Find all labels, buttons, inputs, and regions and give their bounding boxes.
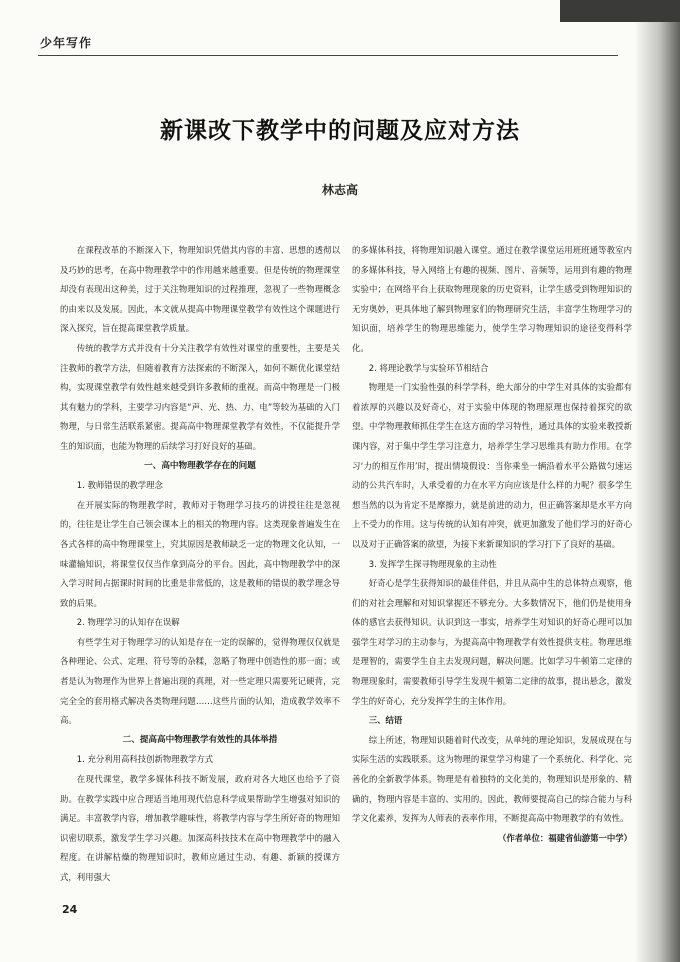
- header-divider: [38, 55, 618, 56]
- subsection-heading: 2. 物理学习的认知存在误解: [76, 617, 180, 628]
- paragraph: 好奇心是学生获得知识的最佳伴侣，并且从高中生的总体特点观察，他们的对社会理解和对知识掌握还不够充分。大多数情况下，他们仍是使用身体的感官去获得知识。认识到这一事实，培养学生对知识的好奇心理可以加强学生对学习的主动参与，为提高高中物理教学有效性提供支柱。物理思维是理智的，需要学生自主去发现问题，解决问题。比如学习牛顿第二定律的物理现象时，需要教师引导学生发现牛顿第二定律的故事，提出悬念，激发学生的好奇心，充分发挥学生的主体作用。: [352, 578, 632, 706]
- left-column: [60, 241, 340, 888]
- paragraph: 综上所述，物理知识随着时代改变，从单纯的理论知识，发展成现在与实际生活的实践联系。这为物理的课堂学习构建了一个系统化、科学化、完善化的全新教学体系。物理是有着独特的文化美的，物理知识是形象的、精确的，物理内容是丰富的、实用的。因此，教师要提高自己的综合能力与科学文化素养，发挥为人师表的表率作用，不断提高高中物理教学的有效性。: [352, 734, 632, 824]
- subsection-heading: 2. 将理论教学与实验环节相结合: [368, 362, 489, 373]
- page-number: 24: [62, 903, 78, 916]
- subsection-heading: 3. 发挥学生探寻物理现象的主动性: [368, 558, 497, 569]
- subsection-heading: 1. 充分利用高科技创新物理教学方式: [76, 754, 214, 765]
- subsection-heading: 1. 教师错误的教学理念: [76, 480, 163, 491]
- paragraph: 在开展实际的物理教学时，教师对于物理学习技巧的讲授往往是忽视的，往往是让学生自己领会课本上的相关的物理内容。这类现象普遍发生在各式各样的高中物理课堂上，究其原因是教师缺乏一定的物理文化认知，一味灌输知识，将课堂仅仅当作拿到高分的平台。因此，高中物理教学中的深入学习时间占据课时时间的比重是非常低的，这是教师的错误的教学理念导致的后果。: [60, 499, 340, 608]
- paragraph: 在课程改革的不断深入下，物理知识凭借其内容的丰富、思想的透彻以及巧妙的思考，在高中物理教学中的作用越来越重要。但是传统的物理课堂却没有表现出这种美，过于关注物理知识的过程推理，忽视了一些物理概念的由来以及发展。因此，本文就从提高中物理课堂教学有效性这个课题进行深入探究，旨在提高课堂教学质量。: [60, 245, 340, 334]
- author-affiliation: （作者单位：福建省仙游第一中学）: [498, 832, 632, 843]
- section-heading: 一、高中物理教学存在的问题: [144, 460, 256, 471]
- paragraph: 的多媒体科技，将物理知识融入课堂。通过在教学课堂运用班班通等教室内的多媒体科技，导入网络上有趣的视频、图片、音频等，运用到有趣的物理实验中；在网络平台上获取物理现象的历史资料，让学生感受到物理知识的无穷奥妙，更具体地了解到物理家们的物理研究生活，丰富学生物理学习的知识面，培养学生的物理思维能力，使学生学习物理知识的途径变得科学化。: [352, 245, 632, 353]
- book-spine-dark-corner: [560, 0, 680, 22]
- paragraph: 在现代课堂，教学多媒体科技不断发展，政府对各大地区也给予了资助。在教学实践中应合理适当地用现代信息科学成果帮助学生增强对知识的满足。丰富教学内容，增加教学趣味性，将教学内容与学生所好奇的物理知识密切联系，激发学生学习兴趣。加深高科技技术在高中物理教学中的融入程度。在讲解枯燥的物理知识时，教师应通过生动、有趣、新颖的授课方式，利用强大: [60, 774, 340, 882]
- paragraph: 有些学生对于物理学习的认知是存在一定的误解的，觉得物理仅仅就是各种理论、公式、定理、符号等的杂糅，忽略了物理中创造性的那一面；或者是认为物理作为世界上普遍出现的真理，对一些定理只需要死记硬背，完完全全的套用格式解决各类物理问题……这些片面的认知，造成教学效率不高。: [60, 636, 340, 726]
- section-heading: 二、提高高中物理教学有效性的具体举措: [122, 734, 278, 745]
- right-column: [352, 241, 632, 848]
- article-title: 新课改下教学中的问题及应对方法: [160, 118, 520, 144]
- section-label: 少年写作: [40, 36, 93, 50]
- paragraph: 物理是一门实验性强的科学学科，绝大部分的中学生对具体的实验都有着浓厚的兴趣以及好奇心，对于实验中体现的物理原理也保持着探究的欲望。中学物理教师抓住学生在这方面的学习特性，通过具体的实验来教授新课内容，对于集中学生学习注意力，培养学生学习思维具有助力作用。在学习‘力的相互作用’时，提出情境假设：当你乘坐一辆沿着水平公路做匀速运动的公共汽车时，人承受着的力在水平方向应该是什么样的力呢？很多学生想当然的以为肯定不是摩擦力，就是前进的动力，但正确答案却是水平方向上不受力的作用。这与传统的认知有冲突，就更加激发了他们学习的好奇心以及对于正确答案的欲望，为接下来新课知识的学习打下了良好的基础。: [352, 382, 632, 549]
- section-heading: 三、结语: [368, 715, 403, 726]
- paragraph: 传统的教学方式并没有十分关注教学有效性对课堂的重要性，主要是关注教师的教学方法，但随着教育方法探索的不断深入，如何不断优化课堂结构，实现课堂教学有效性越来越受到许多教师的重视。而高中物理是一门极其有魅力的学科，主要学习内容是“声、光、热、力、电”等较为基础的入门物理，与日常生活联系紧密。提高高中物理课堂教学有效性，不仅能提升学生的知识面，也能为物理的后续学习打好良好的基础。: [60, 342, 340, 451]
- article-author: 林志高: [321, 183, 358, 197]
